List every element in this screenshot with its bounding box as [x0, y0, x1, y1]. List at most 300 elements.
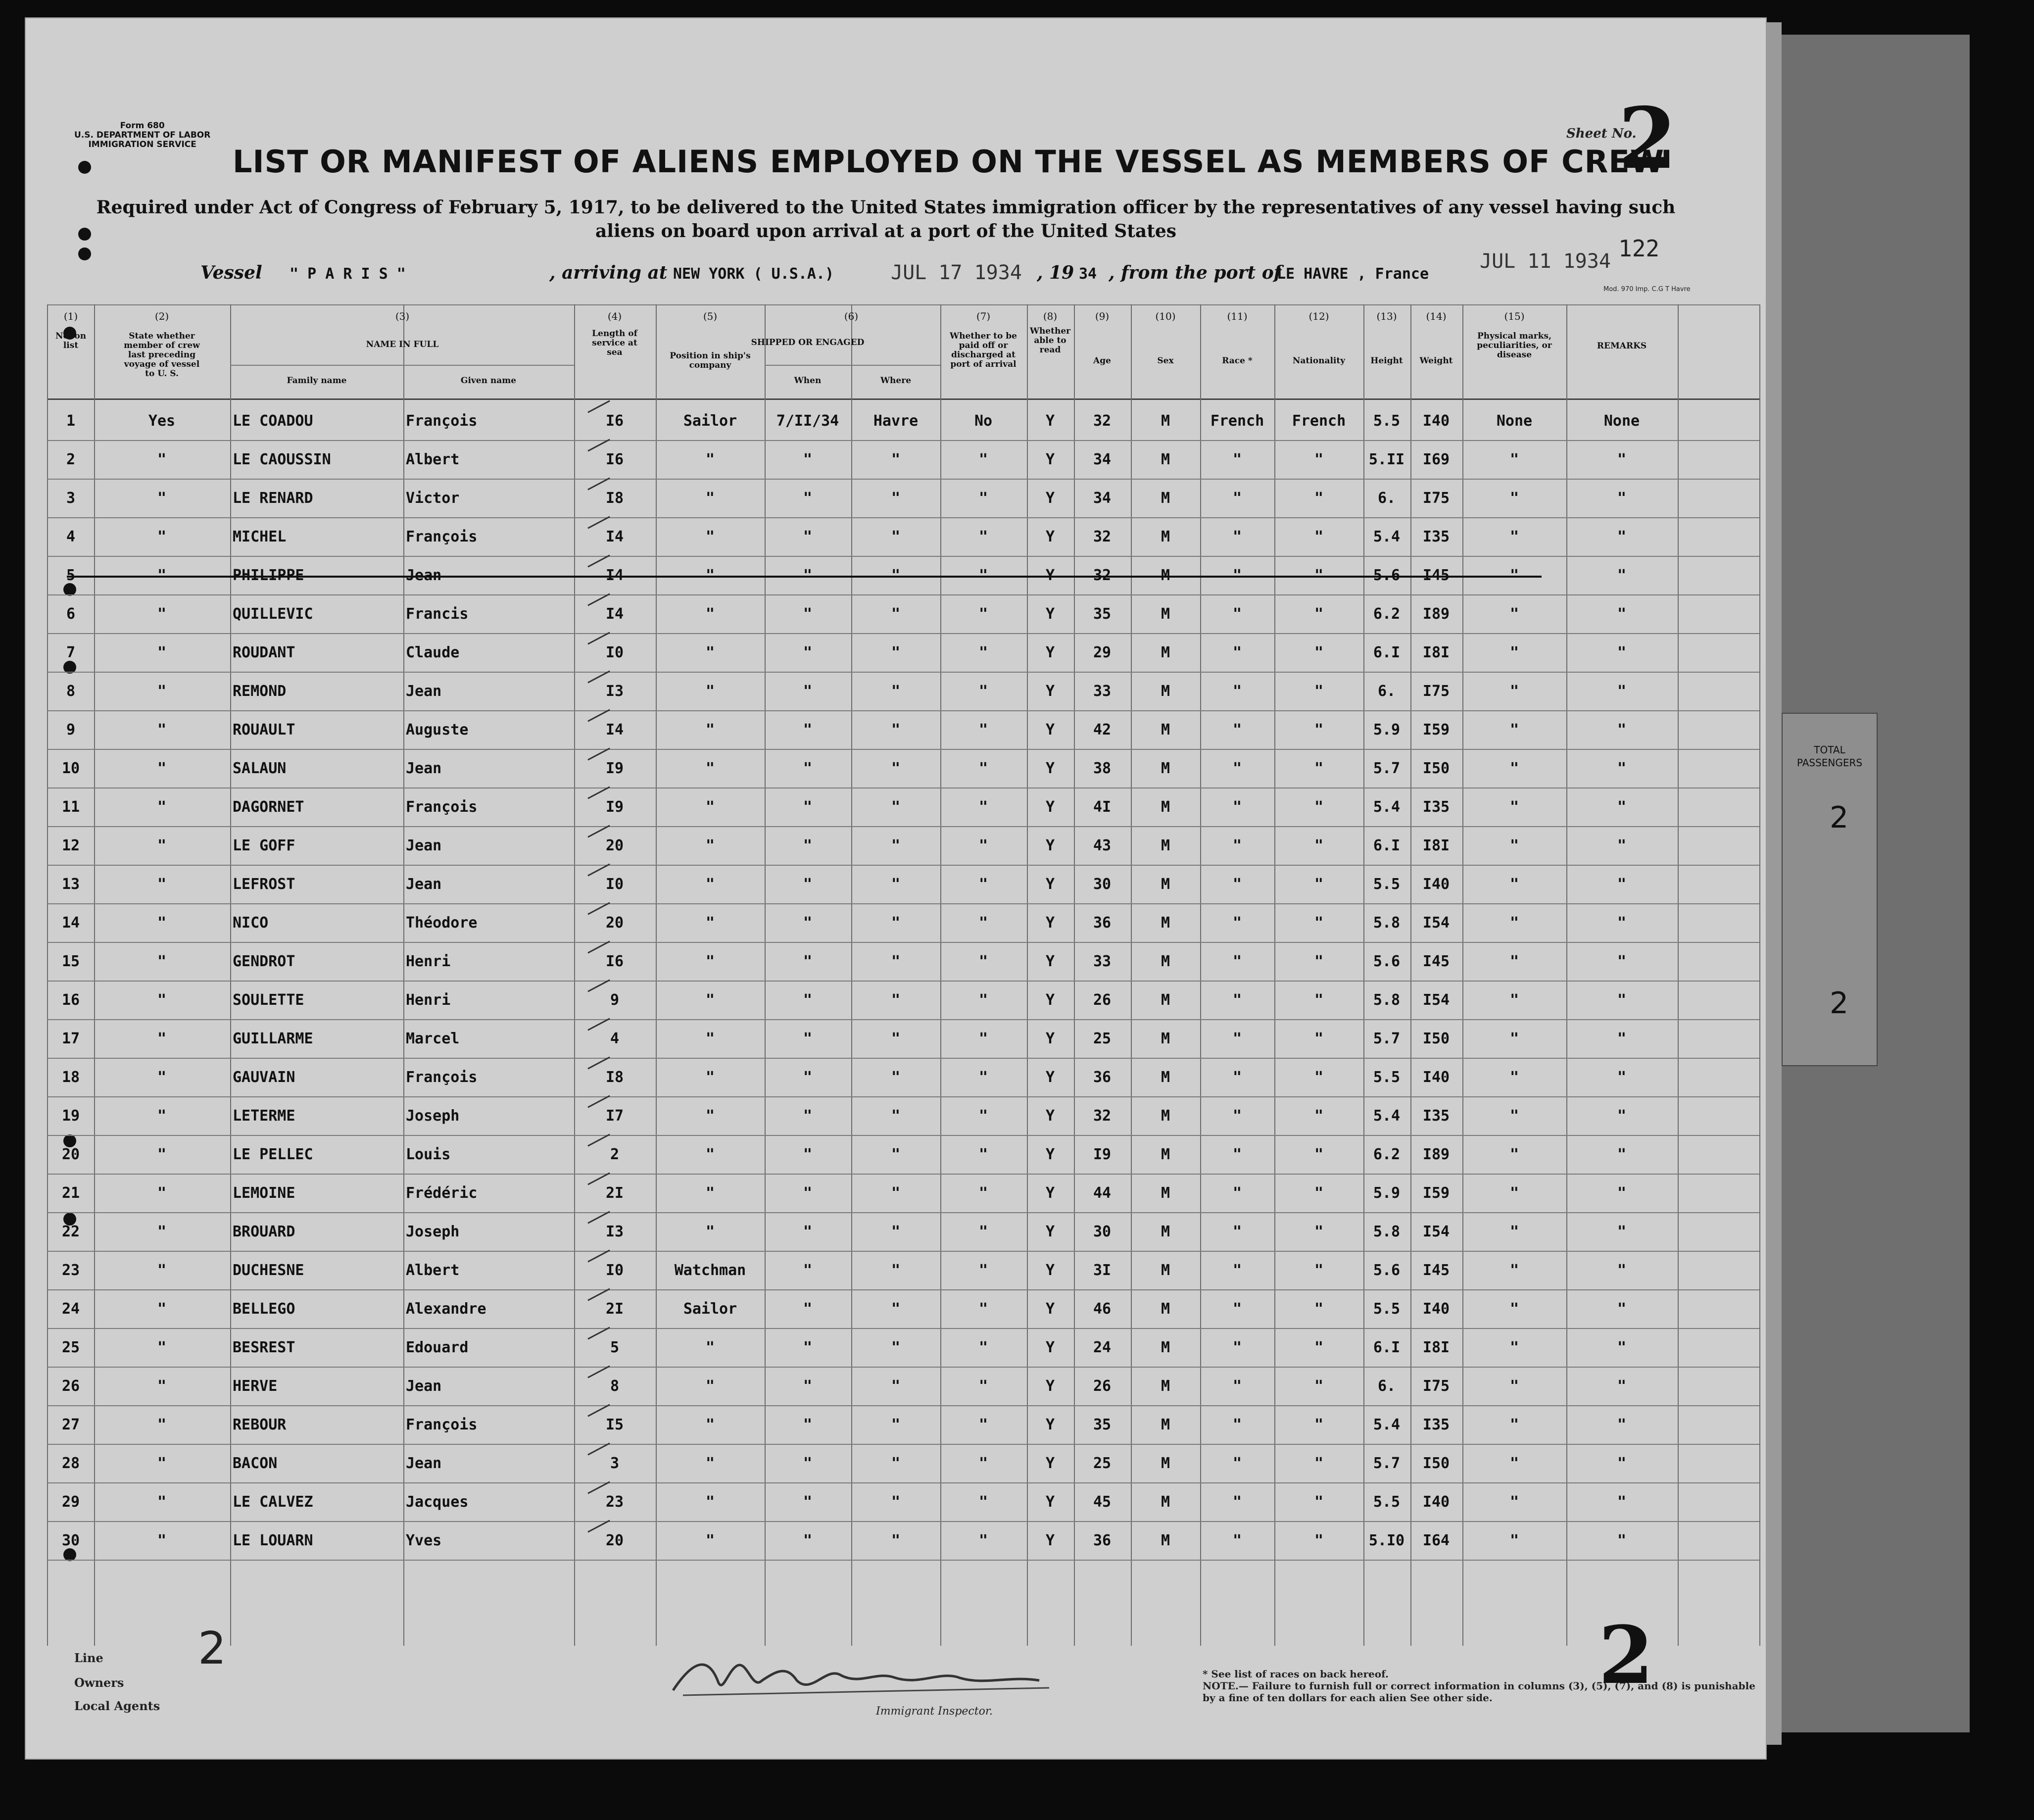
cell-sex: M [1161, 914, 1170, 932]
cell-weight: I35 [1422, 798, 1450, 816]
cell-race: " [1232, 1107, 1242, 1125]
row-rule [47, 1212, 1759, 1213]
cell-family: LEMOINE [233, 1184, 295, 1202]
column-header-state-whether: State whether member of crew last preceding voyage of vessel to U. S. [124, 331, 200, 379]
column-header-given-name: Given name [460, 376, 517, 386]
cell-paid: " [978, 914, 988, 932]
cell-where: " [891, 683, 901, 700]
cell-remarks: " [1617, 914, 1627, 932]
cell-nationality: " [1314, 1069, 1324, 1086]
row-rule [47, 1174, 1759, 1175]
cell-race: " [1232, 876, 1242, 893]
cell-weight: I35 [1422, 1107, 1450, 1125]
cell-weight: I50 [1422, 1030, 1450, 1047]
cell-prev: " [157, 605, 167, 623]
cell-prev: " [157, 991, 167, 1009]
cell-nationality: " [1314, 1146, 1324, 1163]
cell-height: 6. [1377, 1377, 1396, 1395]
line-value: 2 [198, 1623, 227, 1674]
cell-nationality: " [1314, 451, 1324, 468]
cell-race: " [1232, 1300, 1242, 1318]
cell-physical: None [1496, 412, 1533, 430]
cell-position: " [705, 451, 715, 468]
column-header-no-on-list: No. on list [55, 331, 87, 350]
row-rule [47, 1251, 1759, 1252]
cell-read: Y [1045, 1030, 1055, 1047]
column-number: (7) [976, 310, 991, 322]
column-header-position: Position in ship's company [670, 351, 751, 370]
cell-height: 5.7 [1373, 1030, 1401, 1047]
cell-family: GUILLARME [233, 1030, 313, 1047]
cell-age: 42 [1093, 721, 1112, 738]
strike-through-line [67, 576, 1542, 578]
cell-no: 12 [61, 837, 80, 854]
row-rule [47, 440, 1759, 441]
cell-where: " [891, 1339, 901, 1356]
cell-position: " [705, 1493, 715, 1511]
column-number: (4) [607, 310, 622, 322]
cell-where: " [891, 991, 901, 1009]
cell-where: Havre [873, 412, 919, 430]
cell-given: Théodore [406, 914, 478, 932]
cell-position: " [705, 953, 715, 970]
cell-when: " [803, 721, 813, 738]
row-rule [47, 1405, 1759, 1406]
cell-sex: M [1161, 1377, 1170, 1395]
cell-race: " [1232, 1455, 1242, 1472]
cell-given: Henri [406, 953, 451, 970]
cell-no: 3 [66, 490, 76, 507]
cell-given: Victor [406, 490, 460, 507]
cell-age: 34 [1093, 490, 1112, 507]
cell-remarks: " [1617, 798, 1627, 816]
cell-family: HERVE [233, 1377, 278, 1395]
cell-age: 38 [1093, 760, 1112, 777]
cell-read: Y [1045, 721, 1055, 738]
cell-remarks: " [1617, 605, 1627, 623]
manifest-table [47, 304, 1759, 1646]
cell-race: " [1232, 1532, 1242, 1549]
cell-height: 5.5 [1373, 876, 1401, 893]
cell-where: " [891, 1146, 901, 1163]
cell-physical: " [1509, 1532, 1519, 1549]
cell-paid: " [978, 644, 988, 661]
column-number: (13) [1376, 310, 1397, 322]
cell-prev: " [157, 798, 167, 816]
cell-read: Y [1045, 412, 1055, 430]
cell-read: Y [1045, 1107, 1055, 1125]
cell-prev: " [157, 1030, 167, 1047]
cell-no: 2 [66, 451, 76, 468]
cell-physical: " [1509, 1300, 1519, 1318]
arrival-stamp: JUL 17 1934 [891, 261, 1022, 284]
cell-sex: M [1161, 1455, 1170, 1472]
cell-given: Joseph [406, 1107, 460, 1125]
department: U.S. DEPARTMENT OF LABOR [74, 130, 211, 140]
cell-weight: I8I [1422, 644, 1450, 661]
cell-read: Y [1045, 528, 1055, 545]
cell-remarks: " [1617, 528, 1627, 545]
cell-height: 5.8 [1373, 914, 1401, 932]
cell-family: REBOUR [233, 1416, 287, 1433]
cell-nationality: " [1314, 605, 1324, 623]
cell-sex: M [1161, 760, 1170, 777]
owners-label: Owners [74, 1675, 124, 1690]
cell-height: 5.9 [1373, 1184, 1401, 1202]
column-number: (3) [395, 310, 410, 322]
cell-prev: " [157, 1146, 167, 1163]
cell-where: " [891, 1455, 901, 1472]
cell-position: " [705, 721, 715, 738]
cell-where: " [891, 490, 901, 507]
cell-height: 5.8 [1373, 1223, 1401, 1240]
cell-family: ROUDANT [233, 644, 295, 661]
cell-nationality: " [1314, 644, 1324, 661]
cell-weight: I59 [1422, 1184, 1450, 1202]
row-rule [47, 1058, 1759, 1059]
cell-nationality: " [1314, 1493, 1324, 1511]
cell-height: 5.6 [1373, 1262, 1401, 1279]
cell-read: Y [1045, 1069, 1055, 1086]
cell-service: 4 [610, 1030, 620, 1047]
cell-read: Y [1045, 1339, 1055, 1356]
row-rule [47, 981, 1759, 982]
count-annotation: 122 [1618, 235, 1660, 262]
cell-physical: " [1509, 876, 1519, 893]
cell-given: Albert [406, 451, 460, 468]
cell-service: I8 [605, 1069, 624, 1086]
cell-given: François [406, 528, 478, 545]
cell-prev: " [157, 490, 167, 507]
cell-service: 2I [605, 1300, 624, 1318]
cell-remarks: " [1617, 644, 1627, 661]
cell-nationality: " [1314, 490, 1324, 507]
cell-height: 5.8 [1373, 991, 1401, 1009]
cell-weight: I59 [1422, 721, 1450, 738]
cell-read: Y [1045, 1262, 1055, 1279]
cell-service: 5 [610, 1339, 620, 1356]
cell-prev: " [157, 644, 167, 661]
cell-position: " [705, 1455, 715, 1472]
cell-height: 5.7 [1373, 1455, 1401, 1472]
cell-sex: M [1161, 1030, 1170, 1047]
cell-weight: I45 [1422, 1262, 1450, 1279]
cell-physical: " [1509, 451, 1519, 468]
row-rule [47, 556, 1759, 557]
row-rule [47, 942, 1759, 943]
cell-race: " [1232, 1184, 1242, 1202]
inspector-label: Immigrant Inspector. [876, 1705, 993, 1718]
cell-paid: " [978, 1262, 988, 1279]
cell-physical: " [1509, 991, 1519, 1009]
cell-prev: " [157, 528, 167, 545]
cell-service: I0 [605, 876, 624, 893]
cell-physical: " [1509, 1184, 1519, 1202]
cell-sex: M [1161, 991, 1170, 1009]
cell-remarks: " [1617, 567, 1627, 584]
cell-age: 30 [1093, 1223, 1112, 1240]
cell-sex: M [1161, 644, 1170, 661]
row-rule [47, 787, 1759, 788]
cell-where: " [891, 451, 901, 468]
cell-remarks: " [1617, 991, 1627, 1009]
cell-read: Y [1045, 1184, 1055, 1202]
cell-read: Y [1045, 451, 1055, 468]
cell-nationality: " [1314, 528, 1324, 545]
cell-position: " [705, 644, 715, 661]
cell-height: 5.7 [1373, 760, 1401, 777]
page-title: LIST OR MANIFEST OF ALIENS EMPLOYED ON THE VESSEL AS MEMBERS OF CREW [233, 144, 1665, 180]
cell-sex: M [1161, 1069, 1170, 1086]
cell-nationality: " [1314, 876, 1324, 893]
row-rule [47, 710, 1759, 711]
cell-no: 13 [61, 876, 80, 893]
cell-weight: I54 [1422, 1223, 1450, 1240]
cell-prev: " [157, 837, 167, 854]
cell-no: 28 [61, 1455, 80, 1472]
cell-race: " [1232, 837, 1242, 854]
cell-when: " [803, 1339, 813, 1356]
cell-given: Auguste [406, 721, 469, 738]
cell-age: 32 [1093, 412, 1112, 430]
cell-position: " [705, 876, 715, 893]
cell-nationality: " [1314, 721, 1324, 738]
cell-no: 15 [61, 953, 80, 970]
cell-position: " [705, 760, 715, 777]
cell-race: " [1232, 1262, 1242, 1279]
cell-physical: " [1509, 528, 1519, 545]
cell-physical: " [1509, 1416, 1519, 1433]
cell-no: 11 [61, 798, 80, 816]
cell-given: Albert [406, 1262, 460, 1279]
form-identifier [74, 121, 210, 149]
cell-remarks: " [1617, 721, 1627, 738]
column-header-where: Where [880, 376, 912, 386]
cell-when: " [803, 528, 813, 545]
cell-where: " [891, 528, 901, 545]
cell-physical: " [1509, 1146, 1519, 1163]
cell-race: " [1232, 1069, 1242, 1086]
cell-race: French [1210, 412, 1264, 430]
cell-given: Jean [406, 683, 442, 700]
column-header-remarks: REMARKS [1597, 341, 1647, 351]
cell-service: I4 [605, 528, 624, 545]
cell-service: 3 [610, 1455, 620, 1472]
cell-paid: " [978, 605, 988, 623]
column-rule [1759, 304, 1760, 1646]
cell-position: Sailor [683, 1300, 737, 1318]
cell-where: " [891, 876, 901, 893]
cell-height: 5.4 [1373, 528, 1401, 545]
cell-family: LE LOUARN [233, 1532, 313, 1549]
cell-remarks: " [1617, 1493, 1627, 1511]
cell-physical: " [1509, 1107, 1519, 1125]
cell-position: " [705, 1107, 715, 1125]
row-rule [47, 865, 1759, 866]
cell-given: Marcel [406, 1030, 460, 1047]
cell-age: 36 [1093, 1532, 1112, 1549]
cell-where: " [891, 953, 901, 970]
cell-prev: " [157, 876, 167, 893]
cell-service: 9 [610, 991, 620, 1009]
cell-family: BELLEGO [233, 1300, 295, 1318]
cell-remarks: None [1603, 412, 1640, 430]
column-number: (5) [703, 310, 718, 322]
cell-position: " [705, 1184, 715, 1202]
cell-given: Jean [406, 837, 442, 854]
cell-when: " [803, 490, 813, 507]
column-number: (8) [1043, 310, 1058, 322]
cell-sex: M [1161, 451, 1170, 468]
cell-service: 8 [610, 1377, 620, 1395]
cell-sex: M [1161, 1493, 1170, 1511]
cell-height: 5.4 [1373, 1416, 1401, 1433]
cell-paid: No [974, 412, 993, 430]
cell-read: Y [1045, 683, 1055, 700]
cell-service: I7 [605, 1107, 624, 1125]
cell-family: LE RENARD [233, 490, 313, 507]
cell-read: Y [1045, 1416, 1055, 1433]
punch-hole [78, 161, 91, 174]
cell-position: " [705, 490, 715, 507]
cell-nationality: " [1314, 798, 1324, 816]
cell-given: François [406, 798, 478, 816]
cell-no: 1 [66, 412, 76, 430]
cell-when: " [803, 605, 813, 623]
cell-nationality: " [1314, 953, 1324, 970]
column-header-age: Age [1093, 356, 1111, 366]
cell-race: " [1232, 528, 1242, 545]
cell-when: " [803, 1146, 813, 1163]
cell-physical: " [1509, 1455, 1519, 1472]
cell-weight: I54 [1422, 991, 1450, 1009]
cell-remarks: " [1617, 1146, 1627, 1163]
row-rule [47, 1560, 1759, 1561]
column-header-physical: Physical marks, peculiarities, or disease [1477, 331, 1552, 360]
cell-remarks: " [1617, 1532, 1627, 1549]
total-mark-2: 2 [1830, 986, 1849, 1021]
cell-given: Frédéric [406, 1184, 478, 1202]
cell-position: " [705, 683, 715, 700]
cell-given: François [406, 1416, 478, 1433]
cell-given: Yves [406, 1532, 442, 1549]
cell-paid: " [978, 1339, 988, 1356]
cell-where: " [891, 1493, 901, 1511]
cell-position: " [705, 1030, 715, 1047]
cell-paid: " [978, 1493, 988, 1511]
cell-when: " [803, 1262, 813, 1279]
row-rule [47, 826, 1759, 827]
column-number: (2) [154, 310, 169, 322]
cell-no: 19 [61, 1107, 80, 1125]
column-header-length-service: Length of service at sea [592, 329, 637, 357]
cell-position: " [705, 1377, 715, 1395]
cell-prev: " [157, 1377, 167, 1395]
cell-nationality: " [1314, 1030, 1324, 1047]
cell-paid: " [978, 1184, 988, 1202]
cell-age: 45 [1093, 1493, 1112, 1511]
cell-weight: I50 [1422, 1455, 1450, 1472]
cell-height: 5.5 [1373, 1300, 1401, 1318]
cell-physical: " [1509, 605, 1519, 623]
row-rule [47, 1135, 1759, 1136]
cell-age: 43 [1093, 837, 1112, 854]
cell-prev: " [157, 1184, 167, 1202]
column-header-name-in-full: NAME IN FULL [366, 340, 439, 349]
cell-paid: " [978, 837, 988, 854]
cell-age: 44 [1093, 1184, 1112, 1202]
cell-weight: I50 [1422, 760, 1450, 777]
cell-when: " [803, 1184, 813, 1202]
penalty-note: NOTE.— Failure to furnish full or correct information in columns (3), (5), (7), and (8) is punishable by a fine of ten dollars for each alien See other side. [1203, 1680, 1755, 1704]
cell-read: Y [1045, 605, 1055, 623]
cell-read: Y [1045, 1532, 1055, 1549]
cell-family: SALAUN [233, 760, 287, 777]
header-subrule [765, 365, 940, 366]
cell-race: " [1232, 991, 1242, 1009]
row-rule [47, 594, 1759, 595]
cell-position: " [705, 528, 715, 545]
cell-paid: " [978, 683, 988, 700]
cell-position: Watchman [674, 1262, 746, 1279]
cell-race: " [1232, 1493, 1242, 1511]
cell-no: 26 [61, 1377, 80, 1395]
cell-height: 5.5 [1373, 1493, 1401, 1511]
cell-age: 34 [1093, 451, 1112, 468]
year-suffix: 34 [1079, 265, 1097, 283]
cell-prev: " [157, 683, 167, 700]
cell-position: Sailor [683, 412, 737, 430]
cell-race: " [1232, 451, 1242, 468]
cell-remarks: " [1617, 1416, 1627, 1433]
cell-age: 4I [1093, 798, 1112, 816]
row-rule [47, 1444, 1759, 1445]
cell-family: GENDROT [233, 953, 295, 970]
cell-when: " [803, 1107, 813, 1125]
cell-race: " [1232, 683, 1242, 700]
cell-age: 26 [1093, 991, 1112, 1009]
cell-age: 29 [1093, 644, 1112, 661]
cell-no: 24 [61, 1300, 80, 1318]
cell-position: " [705, 1146, 715, 1163]
cell-where: " [891, 837, 901, 854]
cell-given: Henri [406, 991, 451, 1009]
cell-age: 30 [1093, 876, 1112, 893]
cell-where: " [891, 644, 901, 661]
cell-physical: " [1509, 683, 1519, 700]
cell-no: 10 [61, 760, 80, 777]
cell-paid: " [978, 1300, 988, 1318]
cell-family: MICHEL [233, 528, 287, 545]
cell-service: I6 [605, 953, 624, 970]
cell-physical: " [1509, 1493, 1519, 1511]
cell-weight: I75 [1422, 490, 1450, 507]
cell-height: 6. [1377, 683, 1396, 700]
cell-paid: " [978, 1223, 988, 1240]
cell-height: 6.I [1373, 644, 1401, 661]
cell-given: Jean [406, 1455, 442, 1472]
cell-where: " [891, 1416, 901, 1433]
cell-when: " [803, 914, 813, 932]
cell-sex: M [1161, 412, 1170, 430]
cell-physical: " [1509, 1223, 1519, 1240]
cell-weight: I45 [1422, 953, 1450, 970]
cell-given: Jean [406, 876, 442, 893]
cell-weight: I89 [1422, 605, 1450, 623]
cell-paid: " [978, 1416, 988, 1433]
cell-read: Y [1045, 1377, 1055, 1395]
column-header-family-name: Family name [287, 376, 347, 386]
